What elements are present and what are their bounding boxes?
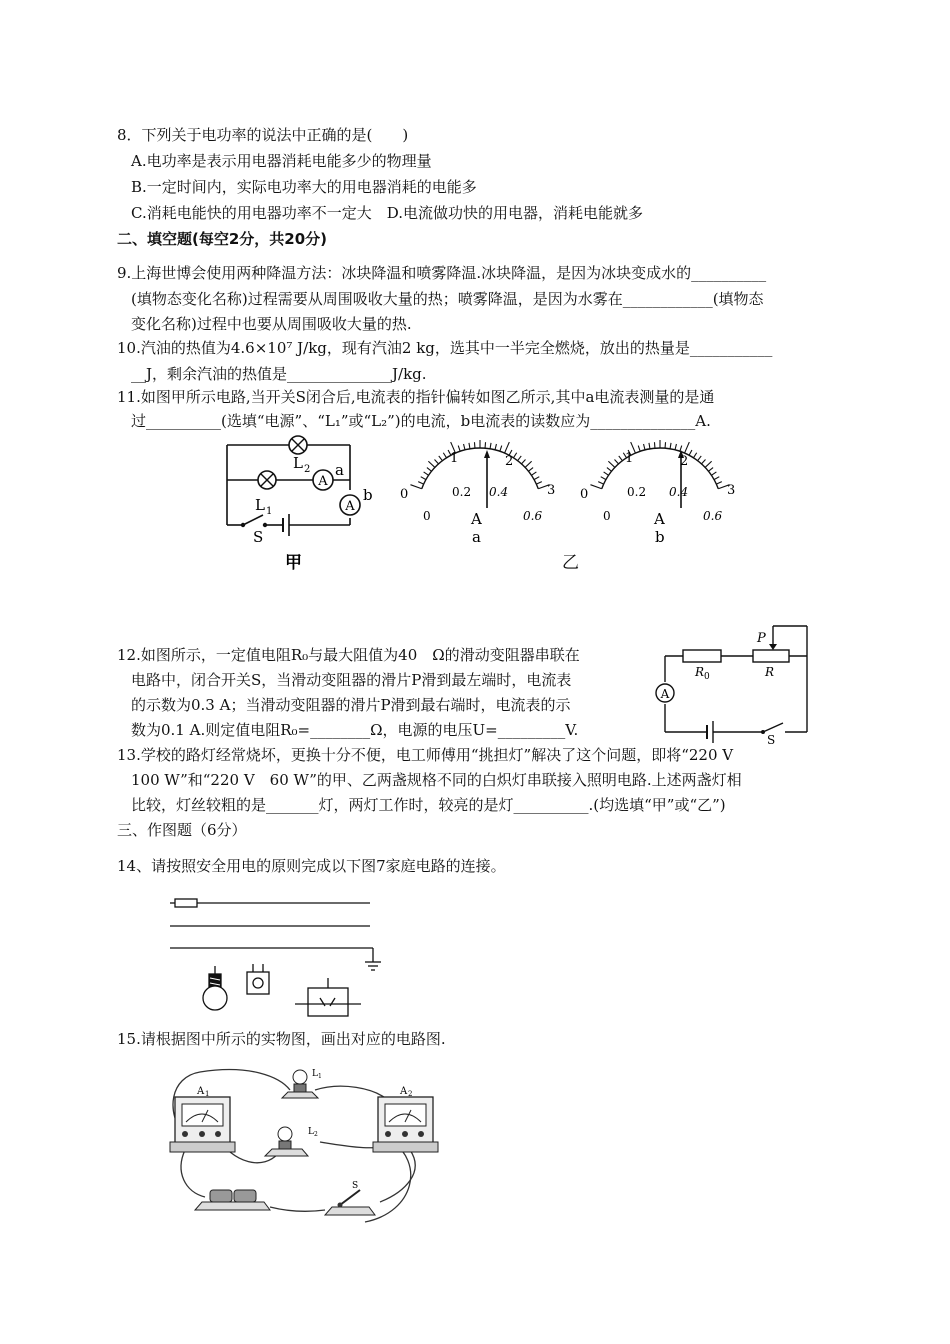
label-l2: L (293, 454, 303, 472)
dial-a-0.2: 0.2 (452, 485, 472, 499)
q13-line3: 比较，灯丝较粗的是_______灯，两灯工作时，较亮的是灯__________.(均选填“甲”或“乙”) (131, 796, 726, 814)
section-drawing: 三、作图题（6分） (117, 821, 247, 839)
dial-b-tick-0: 0 (580, 487, 589, 502)
q8-option-b: B.一定时间内，实际电功率大的用电器消耗的电能多 (131, 178, 477, 196)
dial-b-letter: A (654, 510, 665, 528)
battery-pack-icon (195, 1190, 270, 1210)
fig15-label-a2-sub: 2 (408, 1090, 413, 1098)
dial-a-letter: A (471, 510, 482, 528)
fig15-label-a2: A (400, 1086, 408, 1097)
label-b: b (363, 486, 373, 504)
q8-option-cd: C.消耗电能快的用电器功率不一定大 D.电流做功快的用电器，消耗电能就多 (131, 204, 643, 222)
q8-option-a: A.电功率是表示用电器消耗电能多少的物理量 (131, 152, 432, 170)
dial-a-0.4: 0.4 (489, 485, 509, 499)
dial-a-tick-0: 0 (400, 487, 409, 502)
fig12-ammeter-symbol: A (660, 687, 670, 701)
dial-b-0.6: 0.6 (703, 509, 723, 523)
q12-line4: 数为0.1 A.则定值电阻R₀=________Ω，电源的电压U=_________V. (131, 721, 579, 739)
q15-text: 15.请根据图中所示的实物图，画出对应的电路图. (117, 1030, 446, 1048)
fig15-label-l1-sub: 1 (318, 1073, 322, 1080)
dial-b-0.4: 0.4 (669, 485, 689, 499)
dial-b-caption: b (655, 528, 665, 546)
knife-switch-icon (325, 1190, 375, 1215)
q12-line1: 12.如图所示，一定值电阻R₀与最大阻值为40 Ω的滑动变阻器串联在 (117, 646, 580, 664)
q9-line2: (填物态变化名称)过程需要从周围吸收大量的热；喷雾降温，是因为水雾在____________(填物态 (131, 290, 764, 308)
fig15-label-l2-sub: 2 (314, 1131, 318, 1138)
ammeter-dial-b (575, 440, 745, 550)
switch-icon (295, 978, 361, 1016)
lamp-l2-holder-icon (265, 1127, 308, 1156)
fig12-label-r0: R (695, 665, 705, 679)
fig12-label-r: R (765, 665, 775, 679)
label-a: a (335, 461, 344, 479)
q10-line1: 10.汽油的热值为4.6×10⁷ J/kg，现有汽油2 kg，选其中一半完全燃烧，放出的热量是___________ (117, 339, 773, 357)
figure-15-physical-circuit (160, 1062, 450, 1227)
ammeter-b-symbol: A (345, 499, 355, 514)
fig15-label-a1: A (197, 1086, 205, 1097)
fig12-label-p: P (757, 631, 766, 646)
fig15-label-l1: L (312, 1069, 318, 1079)
ammeter-a-symbol: A (318, 474, 328, 489)
caption-yi: 乙 (562, 553, 579, 573)
figure-11-circuit (215, 430, 385, 575)
q9-line1: 9.上海世博会使用两种降温方法：冰块降温和喷雾降温.冰块降温，是因为冰块变成水的__________ (117, 264, 767, 282)
fig12-label-s: S (767, 733, 776, 745)
dial-a-tick-1: 1 (450, 451, 459, 466)
fuse-icon (175, 899, 197, 907)
q14-text: 14、请按照安全用电的原则完成以下图7家庭电路的连接。 (117, 857, 506, 875)
label-l1-sub: 1 (266, 506, 273, 517)
dial-b-inner-0: 0 (603, 509, 611, 523)
dial-a-0.6: 0.6 (523, 509, 543, 523)
dial-b-tick-2: 2 (680, 454, 689, 469)
dial-a-inner-0: 0 (423, 509, 431, 523)
q9-line3: 变化名称)过程中也要从周围吸收大量的热. (131, 315, 412, 333)
fig15-label-s: S (352, 1181, 359, 1191)
q13-line2: 100 W”和“220 V 60 W”的甲、乙两盏规格不同的白炽灯串联接入照明电路.上述两盏灯相 (131, 771, 742, 789)
q12-line3: 的示数为0.3 A；当滑动变阻器的滑片P滑到最右端时，电流表的示 (131, 696, 571, 714)
dial-a-scale (410, 440, 549, 508)
label-l2-sub: 2 (304, 464, 311, 475)
dial-a-caption: a (472, 528, 481, 546)
ammeter-dial-a (395, 440, 565, 550)
dial-b-tick-3: 3 (727, 483, 736, 498)
figure-12-circuit (655, 620, 815, 745)
q13-line1: 13.学校的路灯经常烧坏，更换十分不便，电工师傅用“挑担灯”解决了这个问题，即将“220 V (117, 746, 734, 764)
q8-stem: 8．下列关于电功率的说法中正确的是( ) (117, 126, 409, 144)
section-fill-in: 二、填空题(每空2分，共20分) (117, 230, 328, 248)
dial-a-tick-2: 2 (505, 454, 514, 469)
ammeter-a1-icon (170, 1097, 235, 1152)
caption-jia: 甲 (285, 553, 302, 573)
fig15-label-l2: L (308, 1127, 314, 1137)
q12-line2: 电路中，闭合开关S，当滑动变阻器的滑片P滑到最左端时，电流表 (131, 671, 572, 689)
label-l1: L (255, 496, 265, 514)
light-bulb-icon (203, 966, 227, 1010)
dial-a-tick-3: 3 (547, 483, 556, 498)
dial-b-tick-1: 1 (625, 451, 634, 466)
fig15-label-a1-sub: 1 (205, 1090, 210, 1098)
q11-line2: 过__________(选填“电源”、“L₁”或“L₂”)的电流，b电流表的读数应为______________A. (131, 412, 711, 430)
ammeter-a2-icon (373, 1097, 438, 1152)
q11-line1: 11.如图甲所示电路,当开关S闭合后,电流表的指针偏转如图乙所示,其中a电流表测量的是通 (117, 388, 715, 406)
fig12-label-r0-sub: 0 (704, 672, 710, 682)
dial-b-scale (590, 440, 729, 508)
figure-14-household-circuit (165, 888, 395, 1018)
dial-b-0.2: 0.2 (627, 485, 647, 499)
socket-icon (247, 964, 269, 994)
q10-line2: __J，剩余汽油的热值是______________J/kg. (131, 365, 427, 383)
label-s: S (253, 528, 264, 546)
